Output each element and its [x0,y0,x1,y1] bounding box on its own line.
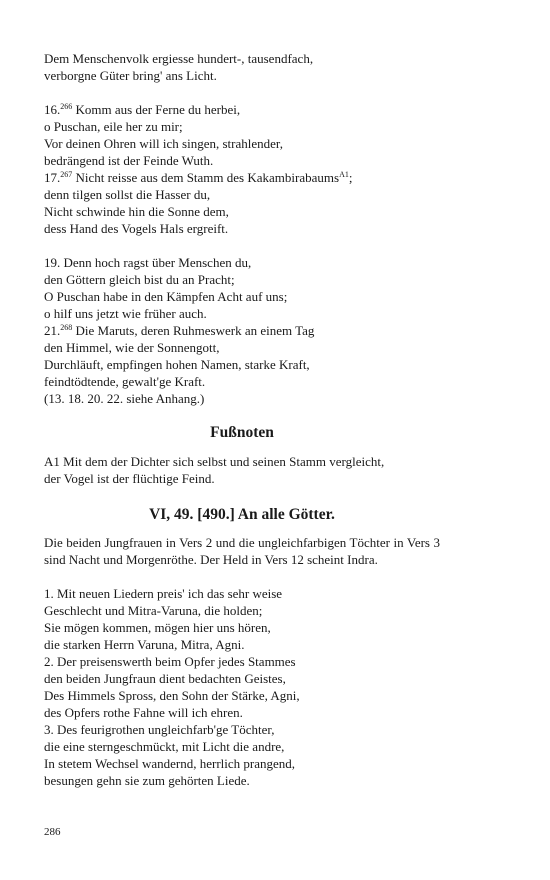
hymn-heading: VI, 49. [490.] An alle Götter. [149,506,335,523]
verse-16-line: 16.$^{266}$ Komm aus der Ferne du herbei, [44,102,241,117]
hymn-verses [44,585,440,789]
verse-block-continuation [44,50,440,84]
verse-21-line: 21.$^{268}$ Die Maruts, deren Ruhmeswerk an einem Tag [44,323,315,338]
verse-reference-268[interactable]: 268 [60,323,73,332]
text-line: 2. Der preisenswerth beim Opfer jedes Stammes [44,654,296,669]
text-line: den beiden Jungfraun dient bedachten Geistes, [44,671,286,686]
text-line: des Opfers rothe Fahne will ich ehren. [44,705,243,720]
verse-block-19-21 [44,254,440,407]
page-content [44,50,440,789]
page-number: 286 [44,826,61,838]
footnote-a1: A1 Mit dem der Dichter sich selbst und seinen Stamm vergleicht, [44,454,385,469]
footnotes-heading: Fußnoten [210,424,274,441]
text-line: Des Himmels Spross, den Sohn der Stärke, Agni, [44,688,300,703]
verse-reference-267[interactable]: 267 [60,170,73,179]
text-line: die eine sterngeschmückt, mit Licht die andre, [44,739,285,754]
text-line: denn tilgen sollst die Hasser du, [44,187,211,202]
text-line: bedrängend ist der Feinde Wuth. [44,153,214,168]
text-line: O Puschan habe in den Kämpfen Acht auf uns; [44,289,288,304]
text-line: In stetem Wechsel wandernd, herrlich prangend, [44,756,296,771]
text-line: den Göttern gleich bist du an Pracht; [44,272,235,287]
text-line: den Himmel, wie der Sonnengott, [44,340,220,355]
text-line: 3. Des feurigrothen ungleichfarb'ge Töchter, [44,722,275,737]
text-line: Dem Menschenvolk ergiesse hundert-, tausendfach, [44,51,314,66]
text-line: Sie mögen kommen, mögen hier uns hören, [44,620,271,635]
verse-reference-266[interactable]: 266 [60,102,73,111]
text-line: Vor deinen Ohren will ich singen, strahlender, [44,136,283,151]
text-line: verborgne Güter bring' ans Licht. [44,68,217,83]
text-line: 19. Denn hoch ragst über Menschen du, [44,255,252,270]
text-line: (13. 18. 20. 22. siehe Anhang.) [44,391,205,406]
footnote-link-a1[interactable]: A1 [339,170,349,179]
text-line: die starken Herrn Varuna, Mitra, Agni. [44,637,245,652]
text-line: 1. Mit neuen Liedern preis' ich das sehr weise [44,586,283,601]
text-line: o Puschan, eile her zu mir; [44,119,183,134]
text-line: dess Hand des Vogels Hals ergreift. [44,221,229,236]
footnotes-section [44,453,440,487]
hymn-intro: Die beiden Jungfrauen in Vers 2 und die ungleichfarbigen Töchter in Vers 3 sind Nacht und Morgenröthe. Der Held in Vers 12 scheint Indra. [44,535,440,567]
text-line: Durchläuft, empfingen hohen Namen, starke Kraft, [44,357,310,372]
text-line: besungen gehn sie zum gehörten Liede. [44,773,250,788]
text-line: feindtödtende, gewalt'ge Kraft. [44,374,206,389]
footnote-text: der Vogel ist der flüchtige Feind. [44,471,215,486]
verse-block-16-17 [44,101,440,237]
verse-17-line: 17.$^{267}$ Nicht reisse aus dem Stamm des Kakambirabaums$^{A1}$; [44,170,353,185]
text-line: Nicht schwinde hin die Sonne dem, [44,204,229,219]
text-line: Geschlecht und Mitra-Varuna, die holden; [44,603,263,618]
text-line: o hilf uns jetzt wie früher auch. [44,306,207,321]
